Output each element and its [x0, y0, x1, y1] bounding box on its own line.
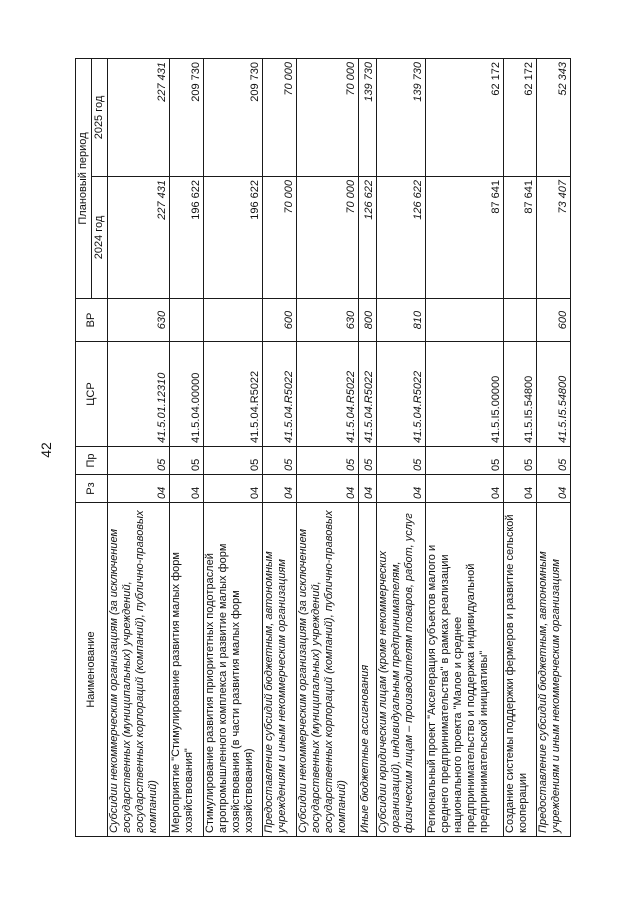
cell-pr: 05: [359, 447, 377, 475]
cell-name: Мероприятие "Стимулирование развития малых форм хозяйствования": [170, 503, 203, 837]
page-number: 42: [38, 442, 54, 458]
table-row: [263, 59, 296, 837]
header-year-2025: 2025 год: [92, 59, 108, 177]
cell-2024: 227 431: [108, 177, 170, 299]
cell-name: Стимулирование развития приоритетных подотраслей агропромышленного комплекса и развитие малых форм хозяйствования (в части развития малых форм хозяйствования): [203, 503, 262, 837]
cell-pr: 05: [504, 447, 537, 475]
cell-2024: 70 000: [263, 177, 296, 299]
cell-vr: 810: [376, 299, 425, 342]
cell-rz: 04: [296, 475, 358, 503]
cell-vr: 630: [108, 299, 170, 342]
header-vr: ВР: [76, 299, 108, 342]
cell-csr: 41.5.04.00000: [170, 342, 203, 447]
cell-csr: 41.5.04.R5022: [376, 342, 425, 447]
cell-2025: 62 172: [504, 59, 537, 177]
cell-2024: 70 000: [296, 177, 358, 299]
cell-vr: [504, 299, 537, 342]
budget-table: [75, 58, 571, 837]
cell-2025: 62 172: [425, 59, 503, 177]
cell-vr: 630: [296, 299, 358, 342]
table-row: [170, 59, 203, 837]
cell-rz: 04: [376, 475, 425, 503]
cell-2024: 87 641: [504, 177, 537, 299]
cell-vr: 800: [359, 299, 377, 342]
cell-name: Создание системы поддержки фермеров и развитие сельской кооперации: [504, 503, 537, 837]
cell-csr: 41.5.I5.54800: [504, 342, 537, 447]
cell-pr: 05: [537, 447, 571, 475]
cell-pr: 05: [376, 447, 425, 475]
cell-csr: 41.5.04.R5022: [263, 342, 296, 447]
cell-vr: [203, 299, 262, 342]
table-row: [537, 59, 571, 837]
cell-pr: 05: [203, 447, 262, 475]
cell-name: Субсидии некоммерческим организациям (за исключением государственных (муниципальных) учреждений, государственных корпораций (компаний), публично-правовых компаний): [296, 503, 358, 837]
cell-rz: 04: [359, 475, 377, 503]
cell-name: Региональный проект "Акселерация субъектов малого и среднего предпринимательства" в рамках реализации национального проекта "Малое и среднее предпринимательство и поддержка индивидуальной предпринимательской инициативы": [425, 503, 503, 837]
header-name: Наименование: [76, 503, 108, 837]
header-year-2024: 2024 год: [92, 177, 108, 299]
table-row: [425, 59, 503, 837]
cell-2024: 87 641: [425, 177, 503, 299]
cell-csr: 41.5.I5.54800: [537, 342, 571, 447]
cell-csr: 41.5.01.12310: [108, 342, 170, 447]
cell-csr: 41.5.04.R5022: [359, 342, 377, 447]
cell-2025: 139 730: [376, 59, 425, 177]
header-pr: Пр: [76, 447, 108, 475]
header-plan-period: Плановый период: [76, 59, 92, 299]
cell-2025: 209 730: [203, 59, 262, 177]
cell-pr: 05: [425, 447, 503, 475]
cell-vr: 600: [537, 299, 571, 342]
header-csr: ЦСР: [76, 342, 108, 447]
cell-name: Предоставление субсидий бюджетным, автономным учреждениям и иным некоммерческим организациям: [537, 503, 571, 837]
cell-2024: 196 622: [170, 177, 203, 299]
cell-2025: 70 000: [296, 59, 358, 177]
cell-name: Иные бюджетные ассигнования: [359, 503, 377, 837]
cell-name: Субсидии юридическим лицам (кроме некоммерческих организаций), индивидуальным предпринимателям, физическим лицам – производителям товаров, работ, услуг: [376, 503, 425, 837]
table-row: [108, 59, 170, 837]
cell-rz: 04: [537, 475, 571, 503]
cell-2024: 126 622: [376, 177, 425, 299]
cell-2025: 70 000: [263, 59, 296, 177]
cell-pr: 05: [263, 447, 296, 475]
cell-rz: 04: [425, 475, 503, 503]
cell-vr: [170, 299, 203, 342]
cell-rz: 04: [170, 475, 203, 503]
cell-name: Субсидии некоммерческим организациям (за исключением государственных (муниципальных) учреждений, государственных корпораций (компаний), публично-правовых компаний): [108, 503, 170, 837]
rotated-page-content: [75, 59, 571, 837]
cell-2024: 196 622: [203, 177, 262, 299]
table-row: [296, 59, 358, 837]
cell-csr: 41.5.04.R5022: [296, 342, 358, 447]
table-row: [203, 59, 262, 837]
cell-vr: 600: [263, 299, 296, 342]
cell-2024: 126 622: [359, 177, 377, 299]
cell-csr: 41.5.I5.00000: [425, 342, 503, 447]
cell-2025: 139 730: [359, 59, 377, 177]
cell-pr: 05: [108, 447, 170, 475]
cell-2025: 227 431: [108, 59, 170, 177]
cell-2024: 73 407: [537, 177, 571, 299]
cell-rz: 04: [504, 475, 537, 503]
cell-csr: 41.5.04.R5022: [203, 342, 262, 447]
table-row: [504, 59, 537, 837]
cell-name: Предоставление субсидий бюджетным, автономным учреждениям и иным некоммерческим организациям: [263, 503, 296, 837]
cell-2025: 209 730: [170, 59, 203, 177]
cell-pr: 05: [170, 447, 203, 475]
table-row: [359, 59, 377, 837]
header-rz: Рз: [76, 475, 108, 503]
cell-rz: 04: [263, 475, 296, 503]
cell-2025: 52 343: [537, 59, 571, 177]
cell-vr: [425, 299, 503, 342]
cell-pr: 05: [296, 447, 358, 475]
table-row: [376, 59, 425, 837]
cell-rz: 04: [203, 475, 262, 503]
cell-rz: 04: [108, 475, 170, 503]
